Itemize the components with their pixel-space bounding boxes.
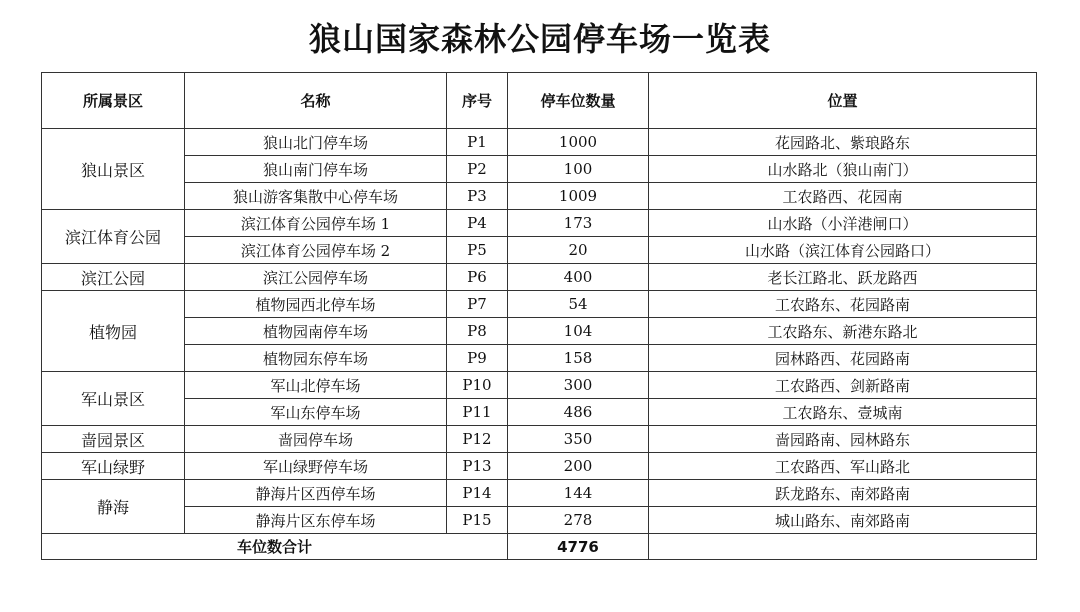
table-row xyxy=(42,210,1037,237)
spaces-cell: 104 xyxy=(508,318,649,345)
name-cell: 狼山游客集散中心停车场 xyxy=(185,183,447,210)
location-cell: 老长江路北、跃龙路西 xyxy=(649,264,1037,291)
table-row xyxy=(42,156,1037,183)
spaces-cell: 1009 xyxy=(508,183,649,210)
location-cell: 啬园路南、园林路东 xyxy=(649,426,1037,453)
name-cell: 滨江公园停车场 xyxy=(185,264,447,291)
spaces-cell: 486 xyxy=(508,399,649,426)
table-row xyxy=(42,237,1037,264)
table-row xyxy=(42,507,1037,534)
code-cell: P10 xyxy=(447,372,508,399)
spaces-cell: 1000 xyxy=(508,129,649,156)
name-cell: 植物园南停车场 xyxy=(185,318,447,345)
area-cell: 植物园 xyxy=(42,291,185,372)
name-cell: 军山北停车场 xyxy=(185,372,447,399)
table-row xyxy=(42,399,1037,426)
code-cell: P9 xyxy=(447,345,508,372)
table-row xyxy=(42,453,1037,480)
code-cell: P2 xyxy=(447,156,508,183)
spaces-cell: 158 xyxy=(508,345,649,372)
header-location: 位置 xyxy=(649,73,1037,129)
location-cell: 工农路东、花园路南 xyxy=(649,291,1037,318)
area-cell: 啬园景区 xyxy=(42,426,185,453)
name-cell: 静海片区西停车场 xyxy=(185,480,447,507)
parking-table xyxy=(41,72,1037,560)
spaces-cell: 173 xyxy=(508,210,649,237)
spaces-cell: 200 xyxy=(508,453,649,480)
code-cell: P8 xyxy=(447,318,508,345)
name-cell: 静海片区东停车场 xyxy=(185,507,447,534)
location-cell: 山水路（小洋港闸口） xyxy=(649,210,1037,237)
table-body xyxy=(42,129,1037,534)
location-cell: 工农路东、壹城南 xyxy=(649,399,1037,426)
code-cell: P15 xyxy=(447,507,508,534)
header-code: 序号 xyxy=(447,73,508,129)
name-cell: 植物园东停车场 xyxy=(185,345,447,372)
spaces-cell: 350 xyxy=(508,426,649,453)
spaces-cell: 144 xyxy=(508,480,649,507)
total-row xyxy=(42,534,1037,560)
spaces-cell: 400 xyxy=(508,264,649,291)
header-area: 所属景区 xyxy=(42,73,185,129)
table-row xyxy=(42,345,1037,372)
code-cell: P12 xyxy=(447,426,508,453)
name-cell: 植物园西北停车场 xyxy=(185,291,447,318)
code-cell: P5 xyxy=(447,237,508,264)
name-cell: 滨江体育公园停车场 2 xyxy=(185,237,447,264)
code-cell: P6 xyxy=(447,264,508,291)
name-cell: 滨江体育公园停车场 1 xyxy=(185,210,447,237)
area-cell: 滨江公园 xyxy=(42,264,185,291)
table-header xyxy=(42,73,1037,129)
total-value: 4776 xyxy=(508,534,649,560)
table-row xyxy=(42,129,1037,156)
table-row xyxy=(42,372,1037,399)
location-cell: 工农路西、军山路北 xyxy=(649,453,1037,480)
area-cell: 滨江体育公园 xyxy=(42,210,185,264)
table-row xyxy=(42,291,1037,318)
code-cell: P14 xyxy=(447,480,508,507)
table-row xyxy=(42,480,1037,507)
total-label: 车位数合计 xyxy=(42,534,508,560)
code-cell: P4 xyxy=(447,210,508,237)
table-row xyxy=(42,318,1037,345)
name-cell: 军山东停车场 xyxy=(185,399,447,426)
location-cell: 工农路西、剑新路南 xyxy=(649,372,1037,399)
spaces-cell: 20 xyxy=(508,237,649,264)
location-cell: 跃龙路东、南郊路南 xyxy=(649,480,1037,507)
code-cell: P7 xyxy=(447,291,508,318)
area-cell: 静海 xyxy=(42,480,185,534)
code-cell: P13 xyxy=(447,453,508,480)
area-cell: 军山景区 xyxy=(42,372,185,426)
location-cell: 山水路北（狼山南门） xyxy=(649,156,1037,183)
code-cell: P1 xyxy=(447,129,508,156)
name-cell: 军山绿野停车场 xyxy=(185,453,447,480)
location-cell: 花园路北、紫琅路东 xyxy=(649,129,1037,156)
location-cell: 工农路东、新港东路北 xyxy=(649,318,1037,345)
table-footer xyxy=(42,534,1037,560)
location-cell: 山水路（滨江体育公园路口） xyxy=(649,237,1037,264)
header-name: 名称 xyxy=(185,73,447,129)
name-cell: 狼山南门停车场 xyxy=(185,156,447,183)
area-cell: 狼山景区 xyxy=(42,129,185,210)
header-row xyxy=(42,73,1037,129)
page-title: 狼山国家森林公园停车场一览表 xyxy=(308,20,771,58)
location-cell: 园林路西、花园路南 xyxy=(649,345,1037,372)
area-cell: 军山绿野 xyxy=(42,453,185,480)
header-spaces: 停车位数量 xyxy=(508,73,649,129)
code-cell: P3 xyxy=(447,183,508,210)
code-cell: P11 xyxy=(447,399,508,426)
name-cell: 狼山北门停车场 xyxy=(185,129,447,156)
spaces-cell: 54 xyxy=(508,291,649,318)
spaces-cell: 300 xyxy=(508,372,649,399)
location-cell: 城山路东、南郊路南 xyxy=(649,507,1037,534)
spaces-cell: 100 xyxy=(508,156,649,183)
table-row xyxy=(42,426,1037,453)
table-row xyxy=(42,183,1037,210)
name-cell: 啬园停车场 xyxy=(185,426,447,453)
location-cell: 工农路西、花园南 xyxy=(649,183,1037,210)
total-empty-cell xyxy=(649,534,1037,560)
table-row xyxy=(42,264,1037,291)
spaces-cell: 278 xyxy=(508,507,649,534)
